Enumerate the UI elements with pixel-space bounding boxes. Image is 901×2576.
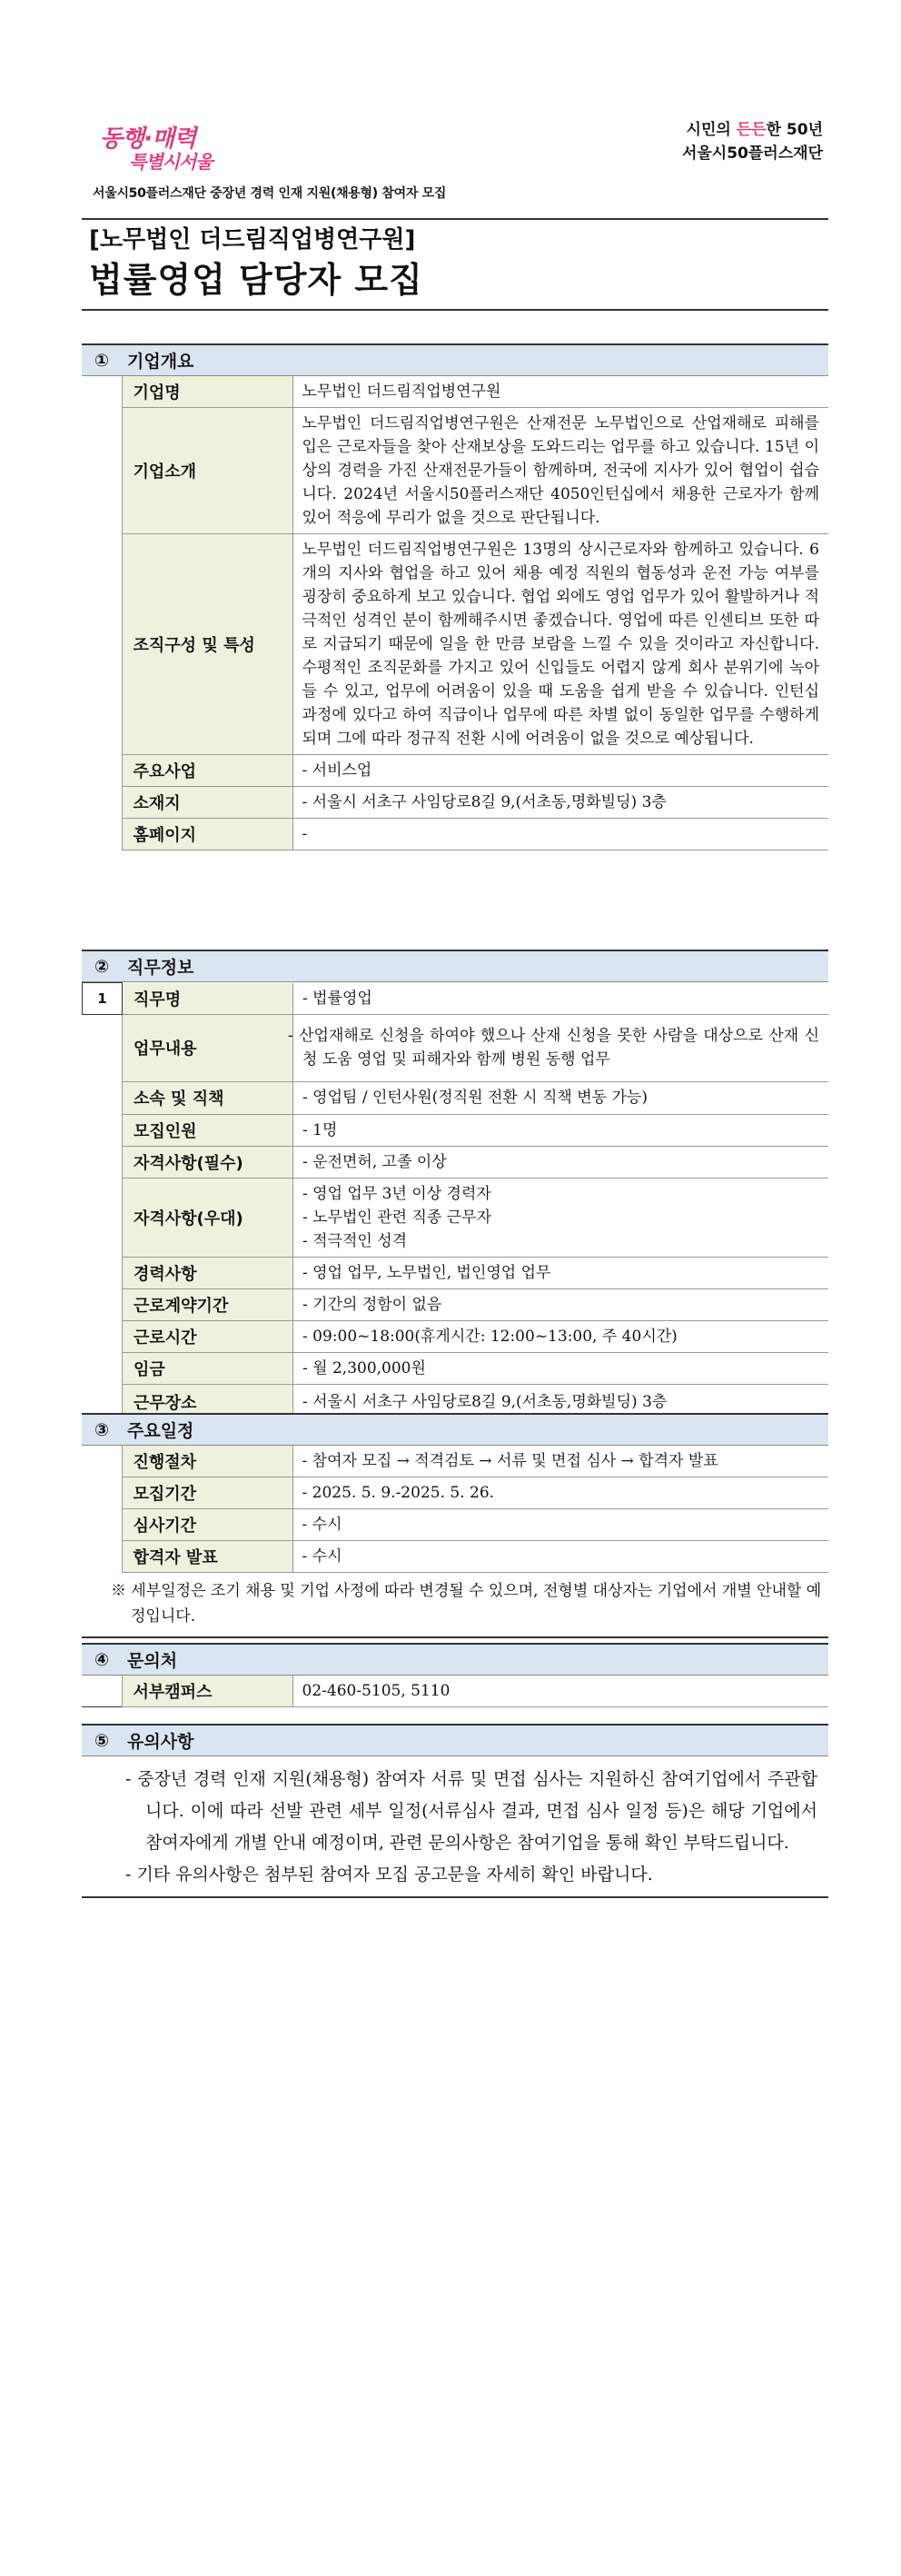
row-label: 직무명 [123, 983, 293, 1015]
section-header [82, 1724, 828, 1756]
list-item: - 영업 업무 3년 이상 경력자 [302, 1184, 491, 1203]
contact-phone: 02-460-5105, 5110 [292, 1676, 828, 1707]
row-value: - 기간의 정함이 없음 [293, 1288, 829, 1320]
table-row [82, 1509, 828, 1541]
row-value: - 영업 업무, 노무법인, 법인영업 업무 [293, 1257, 829, 1288]
table-row [83, 1081, 829, 1114]
table-row [82, 1477, 828, 1509]
foundation-slogan [682, 118, 823, 142]
row-label: 심사기간 [122, 1509, 292, 1541]
schedule-note: ※ 세부일정은 조기 채용 및 기업 사정에 따라 변경될 수 있으며, 전형별 대상자는 기업에서 개별 안내할 예정입니다. [82, 1573, 828, 1638]
section-title: 기업개요 [127, 352, 194, 372]
schedule-table [82, 1446, 828, 1573]
section-number: ① [94, 350, 110, 371]
table-row [83, 1114, 829, 1146]
row-label: 홈페이지 [122, 819, 292, 850]
row-value: - 산업재해로 신청을 하여야 했으나 산재 신청을 못한 사람을 대상으로 산재 신청 도움 영업 및 피해자와 함께 병원 동행 업무 [293, 1014, 829, 1081]
row-label: 진행절차 [122, 1446, 292, 1477]
section-header [82, 1643, 828, 1676]
section-notes [82, 1724, 828, 1898]
row-label: 모집기간 [122, 1477, 292, 1509]
row-value: - [292, 819, 828, 850]
seoul-logo-line-1: 동행·매력 [100, 125, 196, 153]
section-job-info [82, 950, 828, 1421]
table-row [83, 1178, 829, 1257]
notes-list [82, 1756, 828, 1891]
section-contact [82, 1643, 828, 1707]
row-label: 주요사업 [122, 755, 292, 787]
list-item: - 적극적인 성격 [302, 1231, 408, 1250]
page-title: 법률영업 담당자 모집 [89, 260, 423, 300]
row-label: 합격자 발표 [122, 1541, 292, 1573]
table-row [82, 376, 828, 408]
row-value: 노무법인 더드림직업병연구원은 13명의 상시근로자와 함께하고 있습니다. 6개의 지사와 협업을 하고 있어 채용 예정 직원의 협동성과 운전 가능 여부를 굉장히 중요하게 보고 있습니다. 협업 외에도 영업 업무가 있어 활발하거나 적극적인 성격인 분이 함께해주시면 좋겠습니다. 영업에 따른 인센티브 또한 따로 지급되기 때문에 일을 한 만큼 보람을 느낄 수 있을 것이라고 자신합니다. 수평적인 조직문화를 가지고 있어 신입들도 어렵지 않게 회사 분위기에 녹아들 수 있고, 업무에 어려움이 있을 때 도움을 쉽게 받을 수 있습니다. 인턴십 과정에 있다고 하여 직급이나 업무에 따른 차별 없이 동일한 업무를 수행하게 되며 그에 따라 정규직 전환 시에 어려움이 없을 것으로 예상됩니다. [292, 534, 828, 755]
document-page [82, 0, 828, 1885]
row-value: - 월 2,300,000원 [293, 1352, 829, 1384]
table-row [83, 1146, 829, 1178]
table-row [82, 1541, 828, 1573]
table-row [83, 1288, 829, 1320]
row-label: 기업소개 [122, 408, 292, 534]
header [82, 0, 828, 201]
row-label: 모집인원 [123, 1114, 293, 1146]
table-row [82, 534, 828, 755]
section-title: 유의사항 [127, 1732, 194, 1752]
table-row [82, 819, 828, 850]
section-title: 문의처 [127, 1651, 178, 1671]
row-label: 서부캠퍼스 [122, 1676, 292, 1707]
section-header [82, 343, 828, 376]
row-label: 기업명 [122, 376, 292, 408]
row-value: - 참여자 모집 → 적격검토 → 서류 및 면접 심사 → 합격자 발표 [292, 1446, 828, 1477]
row-label: 근로시간 [123, 1320, 293, 1352]
table-row [83, 1320, 829, 1352]
job-table [82, 982, 828, 1421]
table-row [82, 787, 828, 819]
table-row [82, 1676, 828, 1707]
row-value: - 영업팀 / 인턴사원(정직원 전환 시 직책 변동 가능) [293, 1081, 829, 1114]
job-index: 1 [83, 983, 123, 1015]
section-header [82, 1413, 828, 1446]
foundation-logo [682, 118, 823, 165]
row-label: 자격사항(우대) [123, 1178, 293, 1257]
row-value: - 수시 [292, 1509, 828, 1541]
program-subtitle: 서울시50플러스재단 중장년 경력 인재 지원(채용형) 참여자 모집 [93, 186, 447, 201]
row-label: 조직구성 및 특성 [122, 534, 292, 755]
row-label: 경력사항 [123, 1257, 293, 1288]
section-number: ⑤ [94, 1730, 110, 1751]
section-title: 주요일정 [127, 1421, 194, 1441]
divider [82, 1896, 828, 1898]
row-label: 소재지 [122, 787, 292, 819]
row-label: 근무장소 [123, 1384, 293, 1420]
section-schedule [82, 1413, 828, 1638]
row-label: 업무내용 [123, 1014, 293, 1081]
row-value: - 수시 [292, 1541, 828, 1573]
slogan-accent: 든든 [736, 121, 767, 139]
section-company-overview [82, 343, 828, 850]
table-row [82, 1446, 828, 1477]
row-value: 노무법인 더드림직업병연구원은 산재전문 노무법인으로 산업재해로 피해를 입은 근로자들을 찾아 산재보상을 도와드리는 업무를 하고 있습니다. 15년 이상의 경력을 가진 산재전문가들이 함께하며, 전국에 지사가 있어 협업이 쉽습니다. 2024년 서울시50플러스재단 4050인턴십에서 채용한 근로자가 함께 있어 적응에 무리가 없을 것으로 판단됩니다. [292, 408, 828, 534]
section-title: 직무정보 [127, 958, 194, 978]
table-row [83, 1257, 829, 1288]
table-row [83, 1352, 829, 1384]
row-label: 자격사항(필수) [123, 1146, 293, 1178]
company-title: [노무법인 더드림직업병연구원] [89, 226, 416, 254]
row-value: - 서비스업 [292, 755, 828, 787]
section-number: ② [94, 956, 110, 977]
title-box [82, 218, 828, 311]
row-value: - 2025. 5. 9.-2025. 5. 26. [292, 1477, 828, 1509]
list-item: - 중장년 경력 인재 지원(채용형) 참여자 서류 및 면접 심사는 지원하신 참여기업에서 주관합니다. 이에 따라 선발 관련 세부 일정(서류심사 결과, 면접 심사 일정 등)은 해당 기업에서 참여자에게 개별 안내 예정이며, 관련 문의사항은 참여기업을 통해 확인 부탁드립니다. [125, 1769, 817, 1853]
row-value: - 서울시 서초구 사임당로8길 9,(서초동,명화빌딩) 3층 [293, 1384, 829, 1420]
row-label: 소속 및 직책 [123, 1081, 293, 1114]
row-value-list [293, 1178, 829, 1257]
table-row [82, 408, 828, 534]
section-header [82, 950, 828, 982]
list-item: - 기타 유의사항은 첨부된 참여자 모집 공고문을 자세히 확인 바랍니다. [125, 1865, 653, 1885]
section-number: ④ [94, 1649, 110, 1670]
seoul-logo-line-2: 특별시서울 [129, 151, 213, 173]
seoul-logo [93, 116, 220, 180]
foundation-name: 서울시50플러스재단 [681, 144, 823, 163]
row-value: 노무법인 더드림직업병연구원 [292, 376, 828, 408]
row-value: - 서울시 서초구 사임당로8길 9,(서초동,명화빌딩) 3층 [292, 787, 828, 819]
table-row [83, 983, 829, 1015]
slogan-part-1: 시민의 [686, 121, 737, 139]
list-item: - 노무법인 관련 직종 근무자 [302, 1208, 492, 1227]
row-value: - 09:00~18:00(휴게시간: 12:00~13:00, 주 40시간) [293, 1320, 829, 1352]
row-value: - 1명 [293, 1114, 829, 1146]
section-number: ③ [94, 1419, 110, 1440]
row-value: - 운전면허, 고졸 이상 [293, 1146, 829, 1178]
row-label: 임금 [123, 1352, 293, 1384]
table-row [82, 755, 828, 787]
contact-table [82, 1676, 828, 1707]
company-table [82, 376, 828, 850]
row-label: 근로계약기간 [123, 1288, 293, 1320]
slogan-part-2: 한 50년 [766, 121, 823, 139]
table-row [83, 1014, 829, 1081]
row-value: - 법률영업 [293, 983, 829, 1015]
